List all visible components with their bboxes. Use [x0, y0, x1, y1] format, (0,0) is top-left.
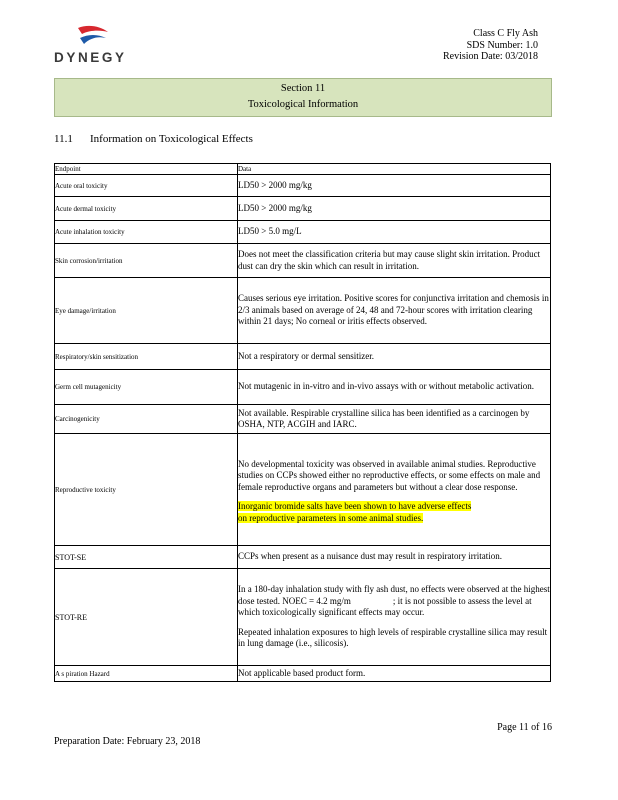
endpoint-cell: STOT-SE: [55, 546, 238, 569]
endpoint-cell: Reproductive toxicity: [55, 434, 238, 546]
section-banner: [54, 78, 552, 117]
table-row: [55, 434, 551, 546]
dynegy-swoosh-icon: [76, 24, 110, 48]
sds-number: SDS Number: 1.0: [466, 39, 538, 51]
data-cell: Not a respiratory or dermal sensitizer.: [238, 344, 551, 370]
data-cell: Not available. Respirable crystalline silica has been identified as a carcinogen by OSHA, NTP, ACGIH and IARC.: [238, 405, 551, 434]
table-row: [55, 546, 551, 569]
data-cell: CCPs when present as a nuisance dust may result in respiratory irritation.: [238, 546, 551, 569]
reproductive-text: No developmental toxicity was observed in available animal studies. Reproductive studies on CCPs showed either no reproductive effects, or some effects on male and female reproductive organs and parameters but without a clear dose response.: [238, 458, 541, 492]
endpoint-cell: A s piration Hazard: [55, 666, 238, 682]
table-row: [55, 244, 551, 278]
section-title: Toxicological Information: [247, 99, 359, 110]
revision-date: Revision Date: 03/2018: [443, 51, 538, 62]
data-cell: LD50 > 5.0 mg/L: [238, 221, 551, 244]
data-cell: Causes serious eye irritation. Positive scores for conjunctiva irritation and chemosis in 2/3 animals based on average of 24, 48 and 72-hour scores with irritation clearing within 21 days; No corneal or iritis effects observed.: [238, 278, 551, 344]
table-row: [55, 197, 551, 221]
endpoint-cell: Acute dermal toxicity: [55, 197, 238, 221]
page-number: Page 11 of 16: [497, 722, 552, 733]
section-number: Section 11: [280, 83, 326, 94]
product-name: Class C Fly Ash: [473, 28, 538, 39]
stot-re-text-para2: Repeated inhalation exposures to high levels of respirable crystalline silica may result in lung damage (i.e., silicosis).: [238, 626, 548, 649]
data-cell: [238, 569, 551, 666]
endpoint-cell: Skin corrosion/irritation: [55, 244, 238, 278]
document-header: [443, 28, 538, 63]
endpoint-cell: Acute inhalation toxicity: [55, 221, 238, 244]
column-header-endpoint: Endpoint: [55, 164, 238, 175]
highlighted-text-line1: Inorganic bromide salts have been shown to have adverse effects: [238, 501, 472, 512]
table-header-row: [55, 164, 551, 175]
logo-text: DYNEGY: [54, 50, 127, 65]
data-cell: Not applicable based product form.: [238, 666, 551, 682]
company-logo: [54, 24, 134, 66]
table-row: [55, 278, 551, 344]
toxicology-table: [54, 163, 551, 682]
data-cell: LD50 > 2000 mg/kg: [238, 197, 551, 221]
stot-re-text-part2: ; it is not possible to assess the level at which toxicologically significant effects may occur.: [238, 595, 532, 618]
subsection-title: Information on Toxicological Effects: [90, 133, 253, 145]
preparation-date: Preparation Date: February 23, 2018: [54, 736, 201, 747]
data-cell: Not mutagenic in in-vitro and in-vivo assays with or without metabolic activation.: [238, 370, 551, 405]
endpoint-cell: STOT-RE: [55, 569, 238, 666]
table-row: [55, 405, 551, 434]
data-cell: [238, 434, 551, 546]
table-row: [55, 666, 551, 682]
endpoint-cell: Eye damage/irritation: [55, 278, 238, 344]
subsection-heading: [54, 133, 253, 145]
table-row: [55, 221, 551, 244]
table-row: [55, 175, 551, 197]
data-cell: LD50 > 2000 mg/kg: [238, 175, 551, 197]
endpoint-cell: Respiratory/skin sensitization: [55, 344, 238, 370]
endpoint-cell: Germ cell mutagenicity: [55, 370, 238, 405]
column-header-data: Data: [238, 164, 551, 175]
table-row: [55, 569, 551, 666]
subsection-number: 11.1: [54, 133, 73, 145]
data-cell: Does not meet the classification criteria but may cause slight skin irritation. Product dust can dry the skin which can result in irritation.: [238, 244, 551, 278]
highlighted-text-line2: on reproductive parameters in some animal studies.: [238, 512, 424, 523]
table-row: [55, 370, 551, 405]
table-row: [55, 344, 551, 370]
stot-re-text-part1: In a 180-day inhalation study with fly ash dust, no effects were observed at the highest dose tested. NOEC = 4.2 mg/m: [238, 584, 550, 606]
endpoint-cell: Carcinogenicity: [55, 405, 238, 434]
endpoint-cell: Acute oral toxicity: [55, 175, 238, 197]
